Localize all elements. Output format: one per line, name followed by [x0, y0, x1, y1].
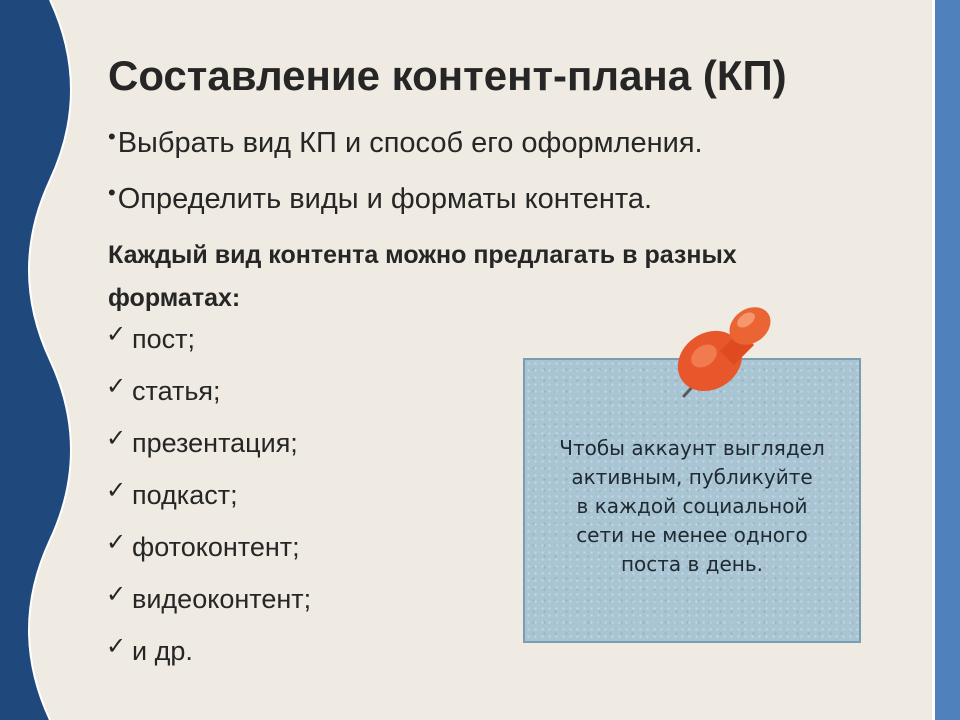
slide-title: Составление контент-плана (КП) [108, 52, 787, 99]
checklist-item [106, 633, 311, 688]
bullet-item [108, 180, 652, 216]
check-mark-icon: ✓ [106, 321, 127, 348]
formats-subheading: Каждый вид контента можно предлагать в разных форматах: [108, 241, 737, 312]
check-mark-icon: ✓ [106, 633, 127, 660]
checklist-item [106, 321, 311, 376]
checklist-item-text: видеоконтент; [132, 584, 312, 614]
checklist-item [106, 581, 312, 636]
pushpin-icon [662, 296, 782, 406]
checklist-item-text: подкаст; [132, 480, 238, 510]
checklist-item [106, 425, 311, 480]
check-mark-icon: ✓ [106, 425, 127, 452]
bullet-text: Определить виды и форматы контента. [117, 183, 653, 215]
check-mark-icon: ✓ [106, 529, 127, 556]
bullet-item [108, 124, 703, 160]
check-mark-icon: ✓ [106, 581, 127, 608]
checklist-item-text: пост; [132, 324, 196, 354]
note-text: Чтобы аккаунт выглядел активным, публикуйте в каждой социальной сети не менее одного поста в день. [559, 436, 825, 576]
check-mark-icon: ✓ [106, 477, 127, 504]
checklist-item [106, 477, 311, 532]
checklist-item-text: и др. [132, 636, 193, 666]
format-checklist [106, 321, 312, 688]
right-accent-bar [935, 0, 960, 720]
checklist-item [106, 373, 311, 428]
checklist-item-text: фотоконтент; [132, 532, 300, 562]
bullet-dot-icon: • [108, 180, 116, 205]
bullet-text: Выбрать вид КП и способ его оформления. [117, 127, 703, 159]
checklist-item-text: презентация; [132, 428, 298, 458]
checklist-item [106, 529, 311, 584]
bullet-dot-icon: • [108, 124, 116, 149]
left-wave-decoration [0, 0, 80, 720]
checklist-item-text: статья; [132, 376, 221, 406]
check-mark-icon: ✓ [106, 373, 127, 400]
